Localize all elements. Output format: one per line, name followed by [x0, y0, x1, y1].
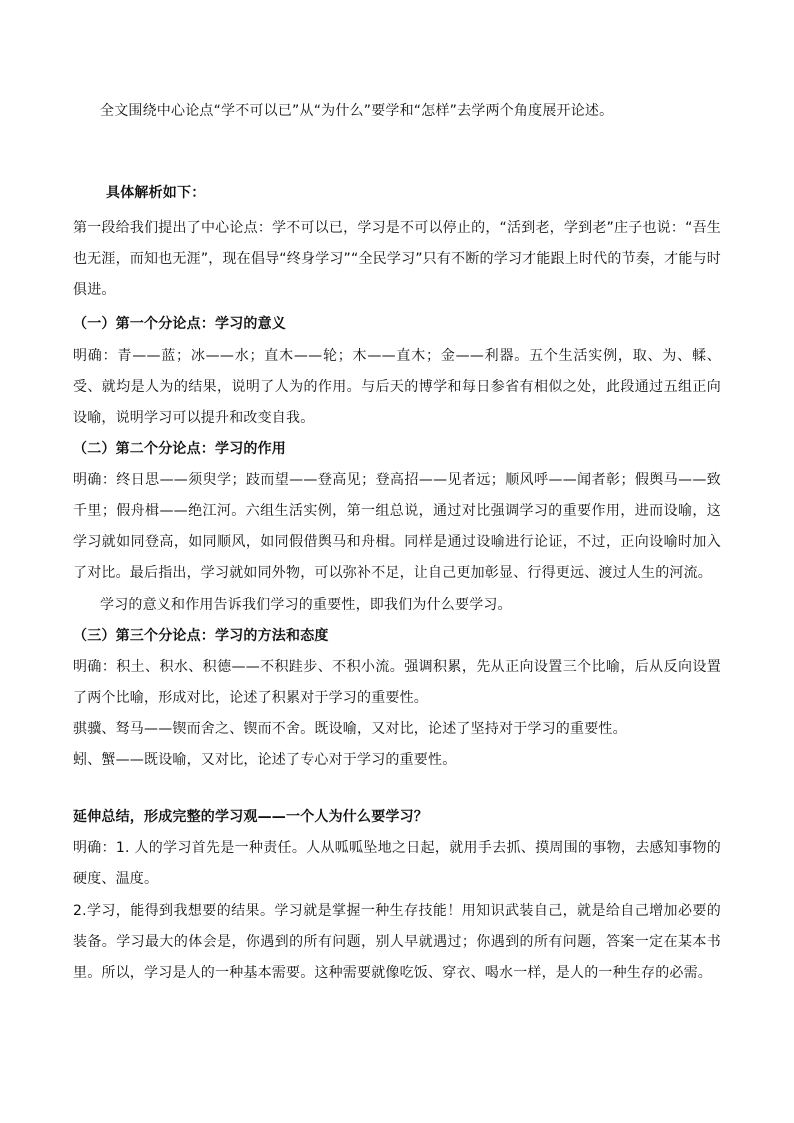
section-3-body: 明确：积土、积水、积德——不积跬步、不积小流。强调积累，先从正向设置三个比喻，后从反向设置了两个比喻，形成对比，论述了积累对于学习的重要性。: [73, 659, 721, 706]
section-3-line-2: 骐骥、驽马——锲而舍之、锲而不舍。既设喻，又对比，论述了坚持对于学习的重要性。: [73, 721, 627, 737]
extension-title: 延伸总结，形成完整的学习观——一个人为什么要学习？: [73, 809, 428, 825]
section-1-body: 明确：青——蓝；冰——水；直木——轮；木——直木；金——利器。五个生活实例，取、为、輮、受、就均是人为的结果，说明了人为的作用。与后天的博学和每日参省有相似之处，此段通过五组正向设喻，说明学习可以提升和改变自我。: [73, 348, 721, 426]
section-3-line-3: 蚓、蟹——既设喻，又对比，论述了专心对于学习的重要性。: [73, 752, 457, 768]
section-2-body: 明确：终日思——须臾学；跂而望——登高见；登高招——见者远；顺风呼——闻者彰；假舆马——致千里；假舟楫——绝江河。六组生活实例，第一组总说，通过对比强调学习的重要作用，进而设喻，这学习就如同登高，如同顺风，如同假借舆马和舟楫。同样是通过设喻进行论证，不过，正向设喻时加入了对比。最后指出，学习就如同外物，可以弥补不足，让自己更加彰显、行得更远、渡过人生的河流。: [73, 472, 721, 581]
paragraph-central-thesis: 第一段给我们提出了中心论点：学不可以已，学习是不可以停止的，“活到老，学到老”庄子也说：“吾生也无涯，而知也无涯”，现在倡导“终身学习”“全民学习”只有不断的学习才能跟上时代的节奏，才能与时俱进。: [73, 220, 721, 298]
section-1-title: （一）第一个分论点：学习的意义: [73, 316, 286, 332]
section-2-summary: 学习的意义和作用告诉我们学习的重要性，即我们为什么要学习。: [100, 597, 512, 613]
extension-point-1: 明确：1. 人的学习首先是一种责任。人从呱呱坠地之日起，就用手去抓、摸周围的事物，去感知事物的硬度、温度。: [73, 840, 721, 887]
section-2-title: （二）第二个分论点：学习的作用: [73, 441, 286, 457]
intro-paragraph: 全文围绕中心论点“学不可以已”从“为什么”要学和“怎样”去学两个角度展开论述。: [100, 103, 614, 119]
section-3-title: （三）第三个分论点：学习的方法和态度: [73, 628, 329, 644]
extension-point-2: 2.学习，能得到我想要的结果。学习就是掌握一种生存技能！用知识武装自己，就是给自己增加必要的装备。学习最大的体会是，你遇到的所有问题，别人早就遇过；你遇到的所有问题，答案一定在某本书里。所以，学习是人的一种基本需要。这种需要就像吃饭、穿衣、喝水一样，是人的一种生存的必需。: [73, 903, 721, 981]
analysis-heading: 具体解析如下：: [106, 185, 206, 201]
